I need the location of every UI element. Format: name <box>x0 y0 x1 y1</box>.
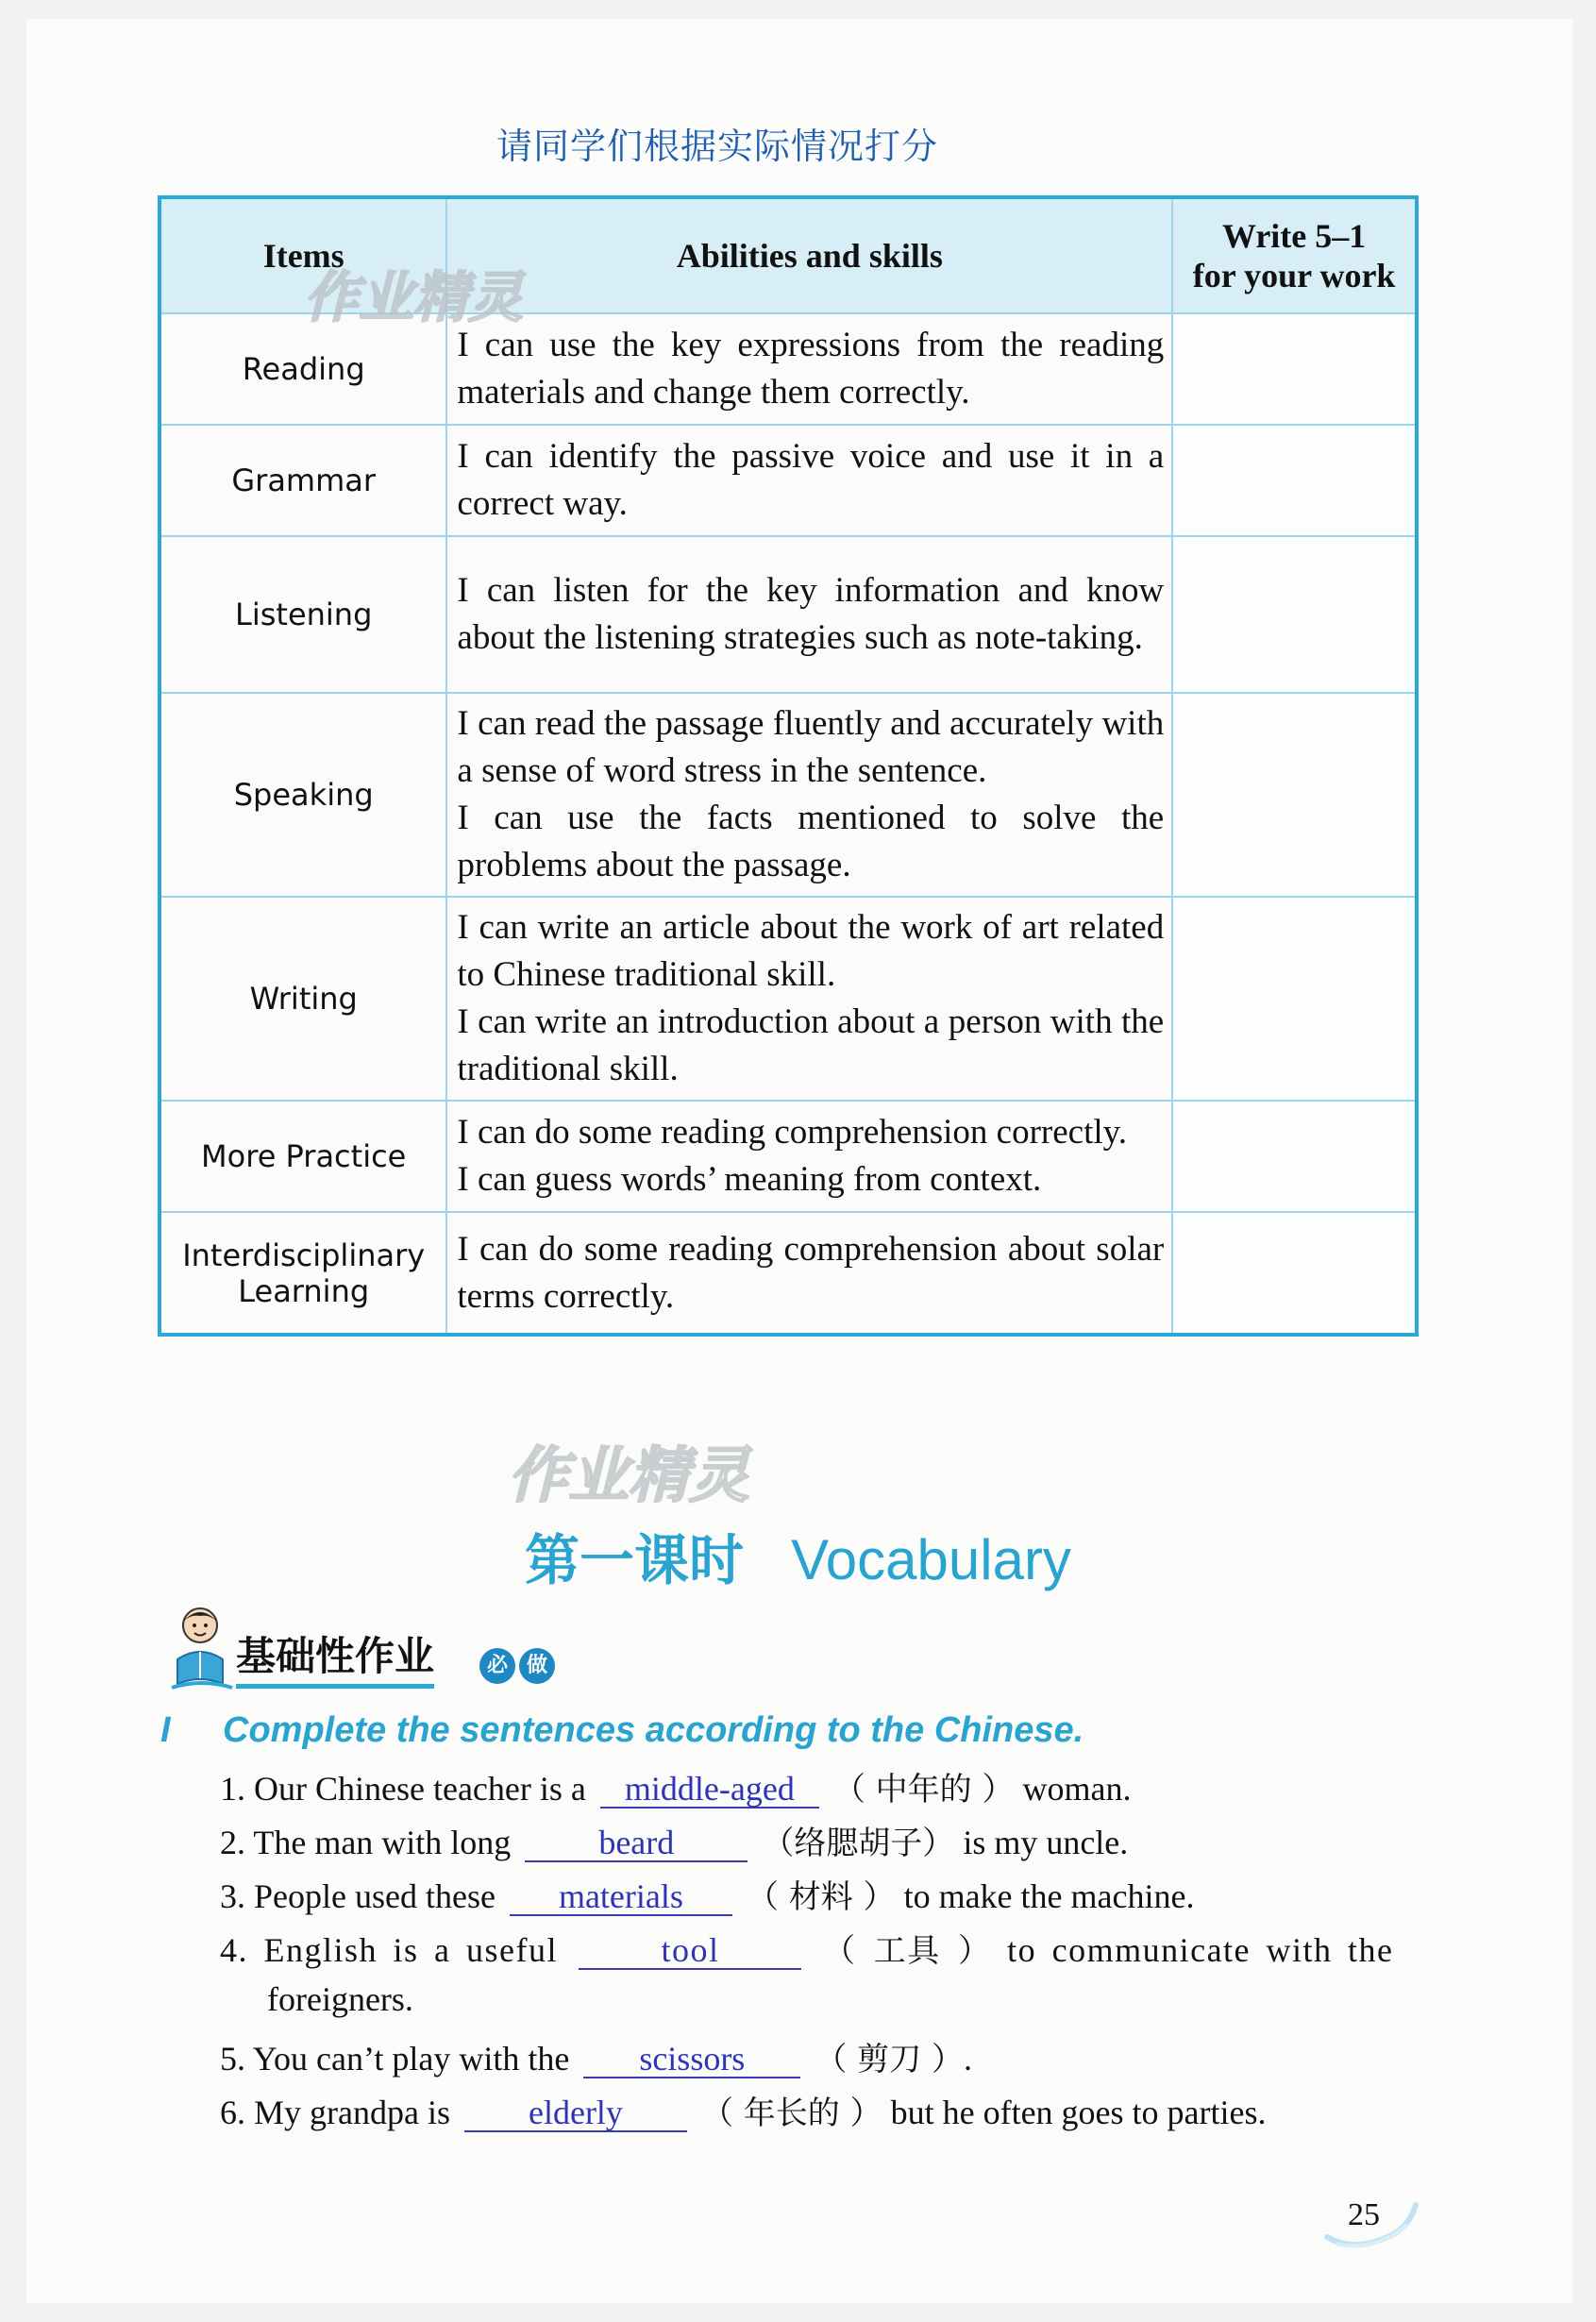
skill-text: I can listen for the key information and know about the listening strategies such as note-taking. <box>457 571 1165 657</box>
answer-blank[interactable]: beard <box>525 1825 748 1862</box>
required-badge: 必 <box>479 1648 515 1684</box>
skill-text: I can do some reading comprehension correctly. <box>457 1113 1127 1152</box>
watermark: 作业精灵 <box>304 265 524 329</box>
header-score-line1: Write 5–1 <box>1221 217 1367 255</box>
question-2 <box>220 1817 1128 1863</box>
question-text: . <box>963 2040 972 2078</box>
question-6 <box>220 2087 1267 2133</box>
question-text: 5. You can’t play with the <box>220 2040 570 2078</box>
question-text: 6. My grandpa is <box>220 2094 450 2131</box>
chinese-hint: （ 年长的 ） <box>700 2095 882 2132</box>
score-cell-listening[interactable] <box>1172 536 1417 693</box>
question-text: 3. People used these <box>220 1877 496 1915</box>
chinese-hint: （ 工具 ） <box>822 1932 992 1970</box>
score-cell-writing[interactable] <box>1172 897 1417 1101</box>
question-text: but he often goes to parties. <box>890 2094 1267 2131</box>
question-text: to make the machine. <box>903 1877 1195 1915</box>
skill-text: I can write an introduction about a person with the traditional skill. <box>457 1002 1165 1088</box>
lesson-title <box>0 1516 1596 1595</box>
table-row <box>160 693 1417 897</box>
page-number: 25 <box>1348 2197 1380 2232</box>
item-listening: Listening <box>160 536 446 693</box>
item-grammar: Grammar <box>160 425 446 536</box>
skills-writing <box>446 897 1172 1101</box>
table-row <box>160 425 1417 536</box>
skill-text: I can identify the passive voice and use it in a correct way. <box>457 437 1165 523</box>
chinese-hint: （ 剪刀 ） <box>815 2041 964 2078</box>
table-row <box>160 536 1417 693</box>
skill-text: I can read the passage fluently and accurately with a sense of word stress in the sentence. <box>457 704 1165 790</box>
question-4-continuation: foreigners. <box>267 1980 413 2018</box>
question-text: 1. Our Chinese teacher is a <box>220 1770 586 1808</box>
skills-listening <box>446 536 1172 693</box>
watermark: 作业精灵 <box>508 1441 749 1511</box>
instruction-text: 请同学们根据实际情况打分 <box>496 126 939 167</box>
skill-text: I can use the facts mentioned to solve the problems about the passage. <box>457 799 1165 884</box>
answer-blank[interactable]: scissors <box>583 2041 800 2078</box>
answer-blank[interactable]: middle-aged <box>600 1771 819 1809</box>
part-title-text: Complete the sentences according to the Chinese. <box>223 1710 1084 1750</box>
item-more-practice: More Practice <box>160 1101 446 1212</box>
table-row <box>160 1212 1417 1335</box>
table-row <box>160 1101 1417 1212</box>
skill-text: I can do some reading comprehension about solar terms correctly. <box>457 1229 1165 1316</box>
score-cell-reading[interactable] <box>1172 313 1417 425</box>
skill-text: I can guess words’ meaning from context. <box>457 1160 1042 1199</box>
required-badge: 做 <box>519 1648 555 1684</box>
lesson-title-en: Vocabulary <box>791 1528 1071 1591</box>
self-assessment-table <box>158 195 1419 1337</box>
chinese-hint: （ 中年的 ） <box>832 1771 1015 1809</box>
skills-speaking <box>446 693 1172 897</box>
chinese-hint: （络腮胡子） <box>762 1825 955 1862</box>
question-4 <box>220 1925 1394 1971</box>
skill-text: I can write an article about the work of art related to Chinese traditional skill. <box>457 908 1165 994</box>
section-header <box>168 1603 583 1693</box>
question-text: to communicate with the <box>1007 1931 1394 1969</box>
question-text: woman. <box>1022 1770 1132 1808</box>
header-items: Items <box>160 197 446 313</box>
header-score-line2: for your work <box>1192 257 1396 294</box>
item-interdisciplinary <box>160 1212 446 1335</box>
skills-interdisciplinary <box>446 1212 1172 1335</box>
reading-boy-icon <box>168 1603 236 1693</box>
item-line: Learning <box>238 1272 370 1309</box>
item-writing: Writing <box>160 897 446 1101</box>
question-1 <box>220 1763 1131 1809</box>
skills-more-practice <box>446 1101 1172 1212</box>
item-reading: Reading <box>160 313 446 425</box>
header-score <box>1172 197 1417 313</box>
part-title <box>160 1710 1084 1751</box>
section-label: 基础性作业 <box>236 1625 434 1689</box>
lesson-title-cn: 第一课时 <box>525 1528 745 1592</box>
skills-grammar <box>446 425 1172 536</box>
skills-reading <box>446 313 1172 425</box>
score-cell-grammar[interactable] <box>1172 425 1417 536</box>
item-speaking: Speaking <box>160 693 446 897</box>
answer-blank[interactable]: tool <box>579 1932 801 1970</box>
question-5 <box>220 2033 972 2079</box>
table-row <box>160 897 1417 1101</box>
chinese-hint: （ 材料 ） <box>746 1878 896 1916</box>
score-cell-interdisciplinary[interactable] <box>1172 1212 1417 1335</box>
item-line: Interdisciplinary <box>182 1237 426 1273</box>
question-text: is my uncle. <box>963 1824 1129 1861</box>
header-abilities: Abilities and skills <box>446 197 1172 313</box>
answer-blank[interactable]: elderly <box>464 2095 687 2132</box>
score-cell-speaking[interactable] <box>1172 693 1417 897</box>
skill-text: I can use the key expressions from the reading materials and change them correctly. <box>457 326 1165 412</box>
part-numeral: I <box>160 1710 171 1750</box>
score-cell-more-practice[interactable] <box>1172 1101 1417 1212</box>
question-3 <box>220 1871 1194 1917</box>
question-text: 4. English is a useful <box>220 1931 558 1969</box>
question-text: 2. The man with long <box>220 1824 512 1861</box>
answer-blank[interactable]: materials <box>510 1878 732 1916</box>
